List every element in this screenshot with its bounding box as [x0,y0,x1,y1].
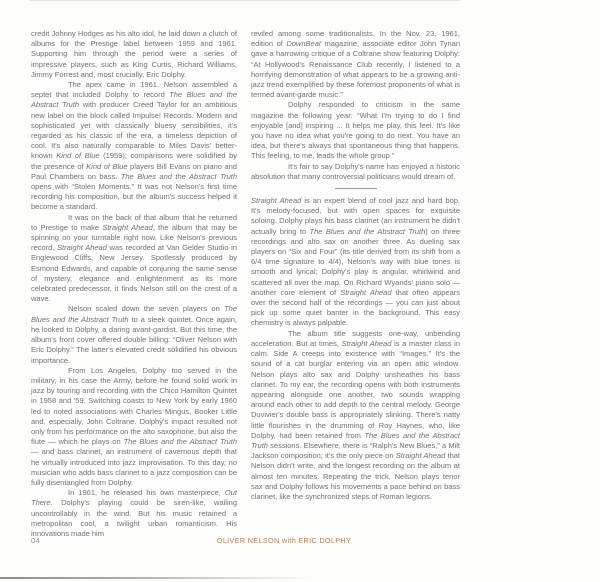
paragraph: Nelson scaled down the seven players on The Blues and the Abstract Truth to a sleek quintet. Once again, he looked to Dolphy, a daring avant-gardist. But this time, the album's front cover offered double billing: “Oliver Nelson with Eric Dolphy.” The latter's elevated credit solidified his obvious importance. [31,304,238,365]
scan-top-edge [30,0,460,1]
paragraph: It was on the back of that album that he returned to Prestige to make Straight Ahead, the album that may be spinning on your turntable right now. Like Nelson's previous record, Straight Ahead was recorded at Van Gelder Studio in Englewood Cliffs, New Jersey. Spotlessly produced by Esmond Edwards, and capable of conjuring the same sense of mystery, elegance and enlightenment as its more celebrated predecessor, it finds Nelson still on the crest of a wave. [31,212,238,304]
paragraph: In 1961, he released his own masterpiece, Out There. Dolphy's playing could be siren-like, wailing uncontrollably in the wind. But his music retained a metropolitan cool, a twilight urban romanticism. His innovations made him [31,488,237,538]
paragraph: Dolphy responded to criticism in the same magazine the following year: “What I'm trying to do I find enjoyable [and] inspiring ... It helps me play, this feel. It's like you have no idea what you're going to do next. You have an idea, but there's always that spontaneous thing that happens. This feeling, to me, leads the whole group.” [251,100,460,161]
page-number: 04 [31,536,41,545]
paragraph: Straight Ahead is an expert blend of cool jazz and hard bop. It's melody-focused, but with open spaces for exquisite soloing. Dolphy plays his bass clarinet (an instrument he didn't actually bring to The Blues and the Abstract Truth) on three recordings and alto sax on another three. As dueling sax players on “Six and Four” (its title derived from its shift from a 6/4 time signature to 4/4), Nelson's way with blue tones is smooth and lyrical; Dolphy's play is angular, whirlwind and scattered all over the map. On Richard Wyands' piano solo — another core element of Straight Ahead that often appears over the second half of the recordings — you can just about pick up some quiet banter in the background. This easy chemistry is always palpable. [251,196,461,328]
footer-title: OLIVER NELSON with ERIC DOLPHY [216,536,352,545]
scan-bottom-edge [0,577,330,579]
section-divider [335,188,377,189]
paragraph: The apex came in 1961. Nelson assembled a septet that included Dolphy to record The Blues and the Abstract Truth with producer Creed Taylor for an ambitious new label on the block called Impulse! Records. Modern and sophisticated yet with classically bluesy sensibilities, it's regarded as his classic of the era, a timeless depiction of cool. It's also naturally comparable to Miles Davis' better-known Kind of Blue (1959); comparisons were solidified by the presence of Kind of Blue players Bill Evans on piano and Paul Chambers on bass. The Blues and the Abstract Truth opens with “Stolen Moments.” It was not Nelson's first time recording his composition, but the album's success helped it become a standard. [31,80,238,212]
paragraph: credit Johnny Hodges as his alto idol, he laid down a clutch of albums for the Prestige label between 1959 and 1961. Supporting him through the period were a series of impressive players, such as King Curtis, Richard Williams, Jimmy Forrest and, most crucially, Eric Dolphy. [31,29,237,79]
right-column [251,29,460,502]
paragraph: It's fair to say Dolphy's name has enjoyed a historic absolution that many controversial politicians would dream of. [251,161,460,181]
paragraph: The album title suggests one-way, unbending acceleration. But at times, Straight Ahead is a master class in calm. Side A creeps into existence with “Images.” It's the sound of a cat burglar entering via an open attic window. Nelson plays alto sax and Dolphy unsheathes his bass clarinet. To my ear, the recording opens with both instruments appearing alongside one another, two sounds wrapping around each other to add depth to the central melody. George Duvivier's double bass is appropriately slinking. There's natty little flourishes in the drumming of Roy Haynes, who, like Dolphy, had been retained from The Blues and the Abstract Truth sessions. Elsewhere, there is “Ralph's New Blues,” a Milt Jackson composition; it's the only piece on Straight Ahead that Nelson didn't write, and the longest recording on the album at almost ten minutes. Repeating the trick, Nelson plays tenor sax and Dolphy follows his movements a pace behind on bass clarinet, like the synchronized steps of Roman legions. [251,328,461,501]
left-column [31,29,237,539]
paragraph: From Los Angeles, Dolphy too served in the military, in his case the Army, before he found solid work in jazz by touring and recording with the Chico Hamilton Quintet in 1958 and '59. Switching coasts to New York by early 1960 led to noted associations with Charles Mingus, Booker Little and, especially, John Coltrane. Dolphy's impact resulted not only from his performance on the alto saxophone, but also the flute — which he plays on The Blues and the Abstract Truth — and bass clarinet, an instrument of cavernous depth that he virtually introduced into jazz improvisation. To this day, no musician who adds bass clarinet to a jazz composition can be fully disentangled from Dolphy. [31,365,237,487]
paragraph: reviled among some traditionalists. In the Nov. 23, 1961, edition of DownBeat magazine, associate editor John Tynan gave a harrowing critique of a Coltrane show featuring Dolphy: “At Hollywood's Renaissance Club recently, I listened to a horrifying demonstration of what appears to be a growing anti-jazz trend exemplified by these foremost proponents of what is termed avant-garde music.” [251,29,460,100]
